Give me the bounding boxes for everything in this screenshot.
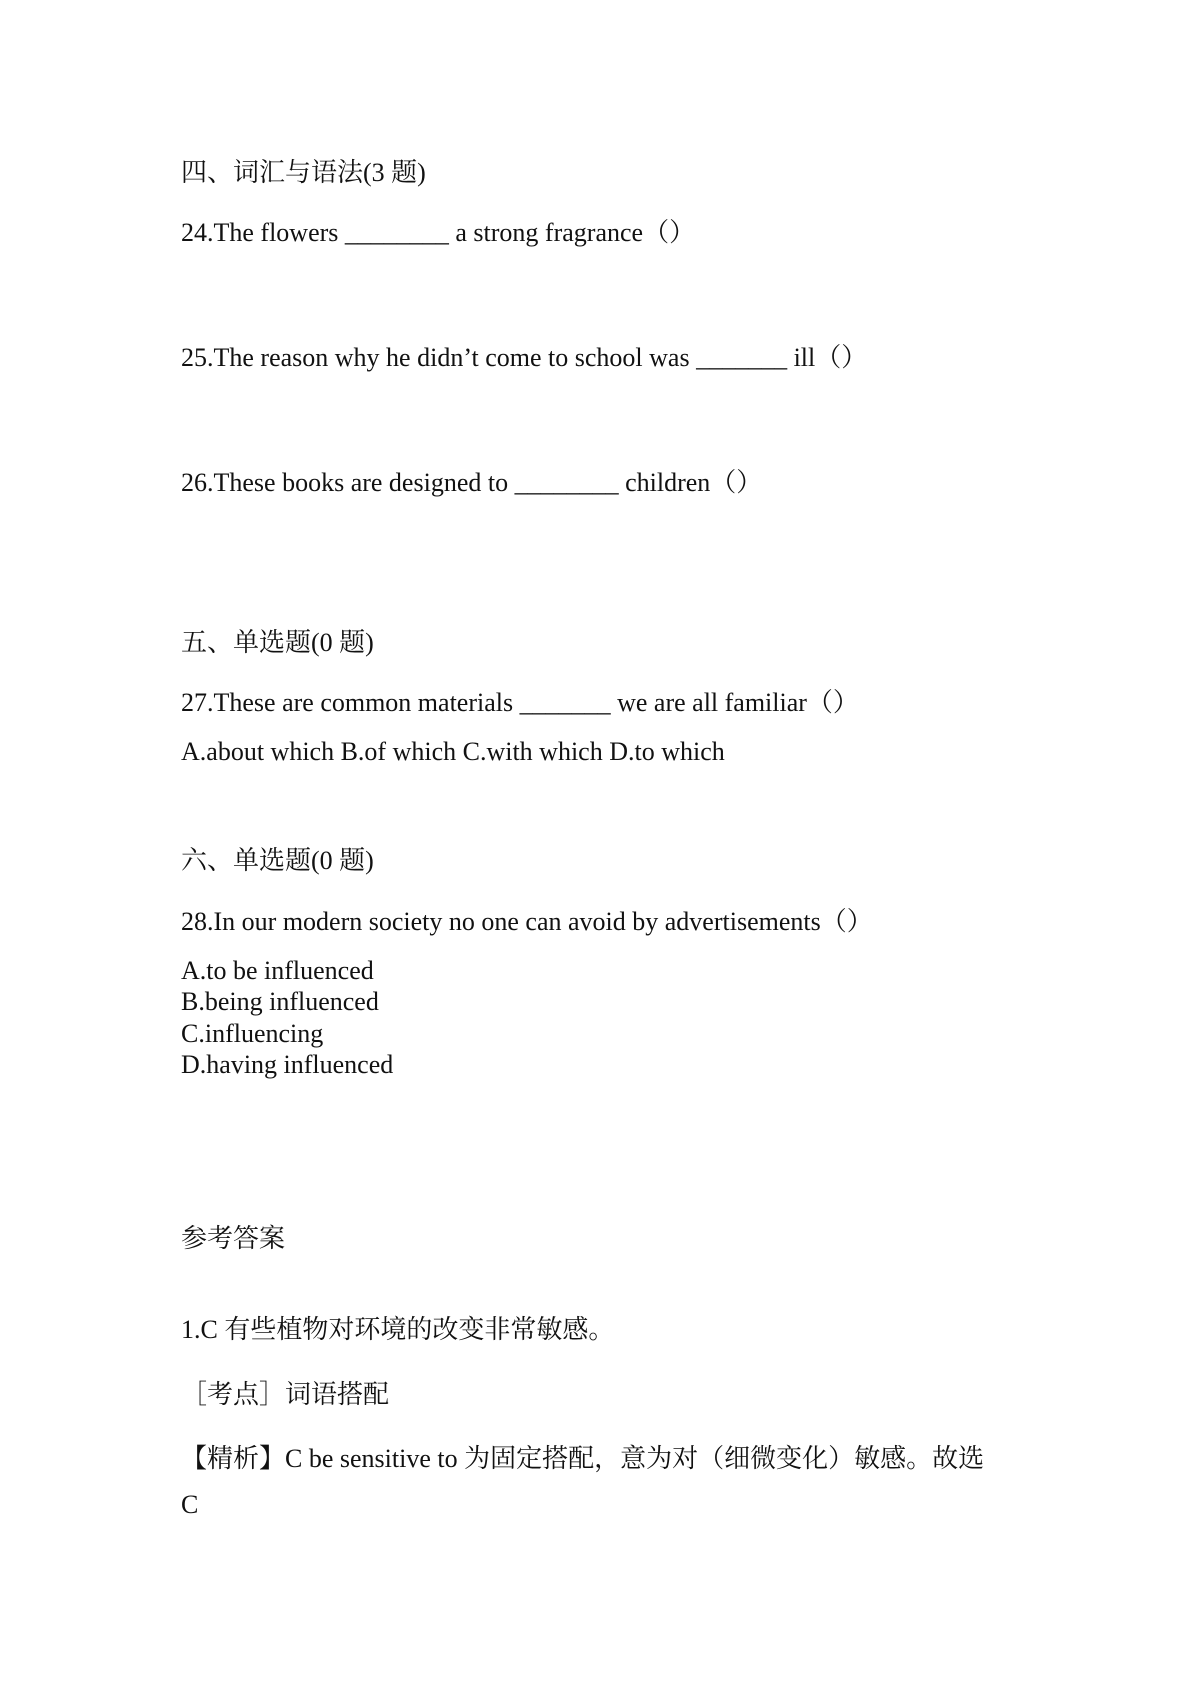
question-26: 26.These books are designed to ________ children（） (181, 468, 763, 497)
question-28-option-a: A.to be influenced (181, 956, 374, 985)
question-28-option-b: B.being influenced (181, 987, 379, 1016)
question-28: 28.In our modern society no one can avoid by advertisements（） (181, 907, 873, 936)
question-24: 24.The flowers ________ a strong fragrance（） (181, 218, 696, 247)
question-28-option-d: D.having influenced (181, 1050, 394, 1079)
answer-analysis-line-2: C (181, 1490, 199, 1519)
question-27: 27.These are common materials _______ we are all familiar（） (181, 688, 859, 717)
section-heading-single-choice-5: 五、单选题(0 题) (181, 628, 374, 657)
answer-key-point: ［考点］词语搭配 (181, 1380, 390, 1409)
question-25: 25.The reason why he didn’t come to school was _______ ill（） (181, 343, 868, 372)
answer-1: 1.C 有些植物对环境的改变非常敏感。 (181, 1315, 615, 1344)
section-heading-single-choice-6: 六、单选题(0 题) (181, 846, 374, 875)
question-27-options: A.about which B.of which C.with which D.to which (181, 737, 725, 766)
answers-heading: 参考答案 (181, 1224, 286, 1253)
answer-analysis-line-1: 【精析】C be sensitive to 为固定搭配，意为对（细微变化）敏感。故选 (181, 1444, 985, 1473)
question-28-option-c: C.influencing (181, 1019, 324, 1048)
section-heading-vocab-grammar: 四、词汇与语法(3 题) (181, 158, 426, 187)
